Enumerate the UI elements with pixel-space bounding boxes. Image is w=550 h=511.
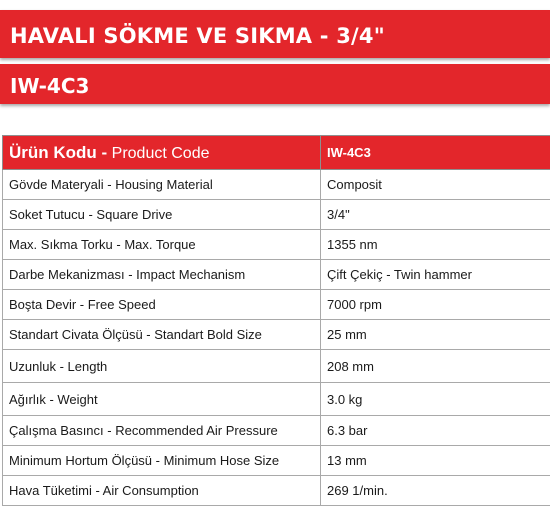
table-row [3,290,550,320]
spec-label: Gövde Materyali - Housing Material [3,170,321,200]
spec-value: 3/4" [321,200,550,230]
header-label-cell [3,136,321,170]
header-label-tr: Ürün Kodu - [9,142,108,162]
spec-value: 7000 rpm [321,290,550,320]
spec-value: 1355 nm [321,230,550,260]
spec-value: 25 mm [321,320,550,350]
table-row [3,476,550,506]
table-row [3,170,550,200]
title-banner [0,10,550,58]
table-row [3,383,550,416]
spec-label: Max. Sıkma Torku - Max. Torque [3,230,321,260]
spec-label: Boşta Devir - Free Speed [3,290,321,320]
spec-value: 269 1/min. [321,476,550,506]
model-code: IW-4C3 [10,74,90,98]
spec-value: Composit [321,170,550,200]
spec-label: Uzunluk - Length [3,350,321,383]
spec-value: 3.0 kg [321,383,550,416]
spec-value: Çift Çekiç - Twin hammer [321,260,550,290]
model-banner [0,64,550,104]
table-row [3,260,550,290]
header-label-en: Product Code [107,144,210,162]
table-row [3,350,550,383]
spec-label: Hava Tüketimi - Air Consumption [3,476,321,506]
spec-label: Darbe Mekanizması - Impact Mechanism [3,260,321,290]
table-row [3,446,550,476]
table-row [3,320,550,350]
spec-value: 6.3 bar [321,416,550,446]
table-row [3,230,550,260]
table-row [3,200,550,230]
spec-label: Çalışma Basıncı - Recommended Air Pressure [3,416,321,446]
spec-label: Soket Tutucu - Square Drive [3,200,321,230]
spec-label: Standart Civata Ölçüsü - Standart Bold Size [3,320,321,350]
spec-value: 13 mm [321,446,550,476]
spec-value: 208 mm [321,350,550,383]
spec-label: Minimum Hortum Ölçüsü - Minimum Hose Size [3,446,321,476]
table-row [3,416,550,446]
spec-table [2,135,550,506]
table-header-row [3,136,550,170]
page-title: HAVALI SÖKME VE SIKMA - 3/4" [10,24,385,48]
spec-label: Ağırlık - Weight [3,383,321,416]
header-value-cell: IW-4C3 [321,136,550,170]
